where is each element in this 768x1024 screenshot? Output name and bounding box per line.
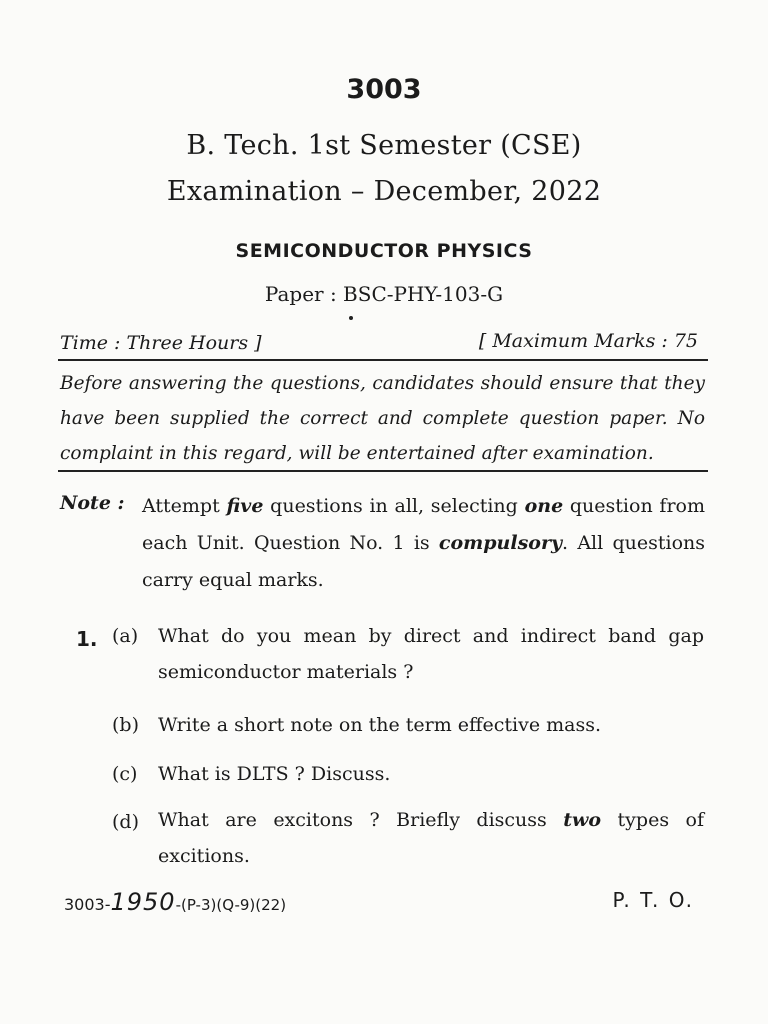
- ink-dot: [349, 316, 353, 320]
- part-d-text-1: What are excitons ? Briefly discuss: [158, 809, 564, 831]
- part-d-text: [158, 802, 704, 874]
- note-text-3: question from each Unit. Question No. 1 is: [142, 495, 705, 554]
- instructions: Before answering the questions, candidates should ensure that they have been supplied the correct and complete question paper. No complaint in this regard, will be entertained after examination.: [60, 373, 705, 464]
- note-label: Note :: [60, 492, 125, 514]
- note-text-1: Attempt: [142, 495, 227, 517]
- part-a-text: What do you mean by direct and indirect band gap semiconductor materials ?: [158, 625, 704, 683]
- part-d-emphasis-two: two: [563, 809, 602, 831]
- part-a-label: (a): [112, 625, 139, 647]
- part-c-label: (c): [112, 763, 138, 785]
- note-emphasis-one: one: [524, 495, 564, 517]
- footer-code-details: -(P-3)(Q-9)(22): [175, 896, 287, 914]
- footer-code: [64, 888, 286, 916]
- rule-bottom: [58, 470, 708, 472]
- max-marks-line: [ Maximum Marks : 75: [478, 330, 698, 352]
- part-b-text: Write a short note on the term effective mass.: [158, 714, 602, 736]
- question-number: 1.: [76, 627, 98, 651]
- footer-handwritten-number: 1950: [110, 888, 176, 916]
- part-d-label: (d): [112, 811, 139, 833]
- note-emphasis-compulsory: compulsory: [438, 532, 563, 554]
- note-emphasis-five: five: [226, 495, 264, 517]
- subject-title: SEMICONDUCTOR PHYSICS: [235, 240, 533, 262]
- note-text-2: questions in all, selecting: [263, 495, 525, 517]
- paper-line: Paper : BSC-PHY-103-G: [264, 282, 504, 306]
- paper-code: 3003: [346, 74, 422, 105]
- exam-title: Examination – December, 2022: [166, 176, 602, 207]
- note-text-4: . All questions carry equal marks.: [142, 532, 705, 591]
- pto-label: P. T. O.: [612, 888, 694, 912]
- time-line: Time : Three Hours ]: [60, 332, 262, 354]
- note-text: [142, 488, 705, 599]
- part-c-text: What is DLTS ? Discuss.: [158, 763, 391, 785]
- part-d-text-2: types of excitions.: [158, 809, 705, 867]
- course-title: B. Tech. 1st Semester (CSE): [186, 130, 582, 161]
- part-b-label: (b): [112, 714, 139, 736]
- rule-top: [58, 359, 708, 361]
- footer-code-prefix: 3003-: [64, 895, 111, 914]
